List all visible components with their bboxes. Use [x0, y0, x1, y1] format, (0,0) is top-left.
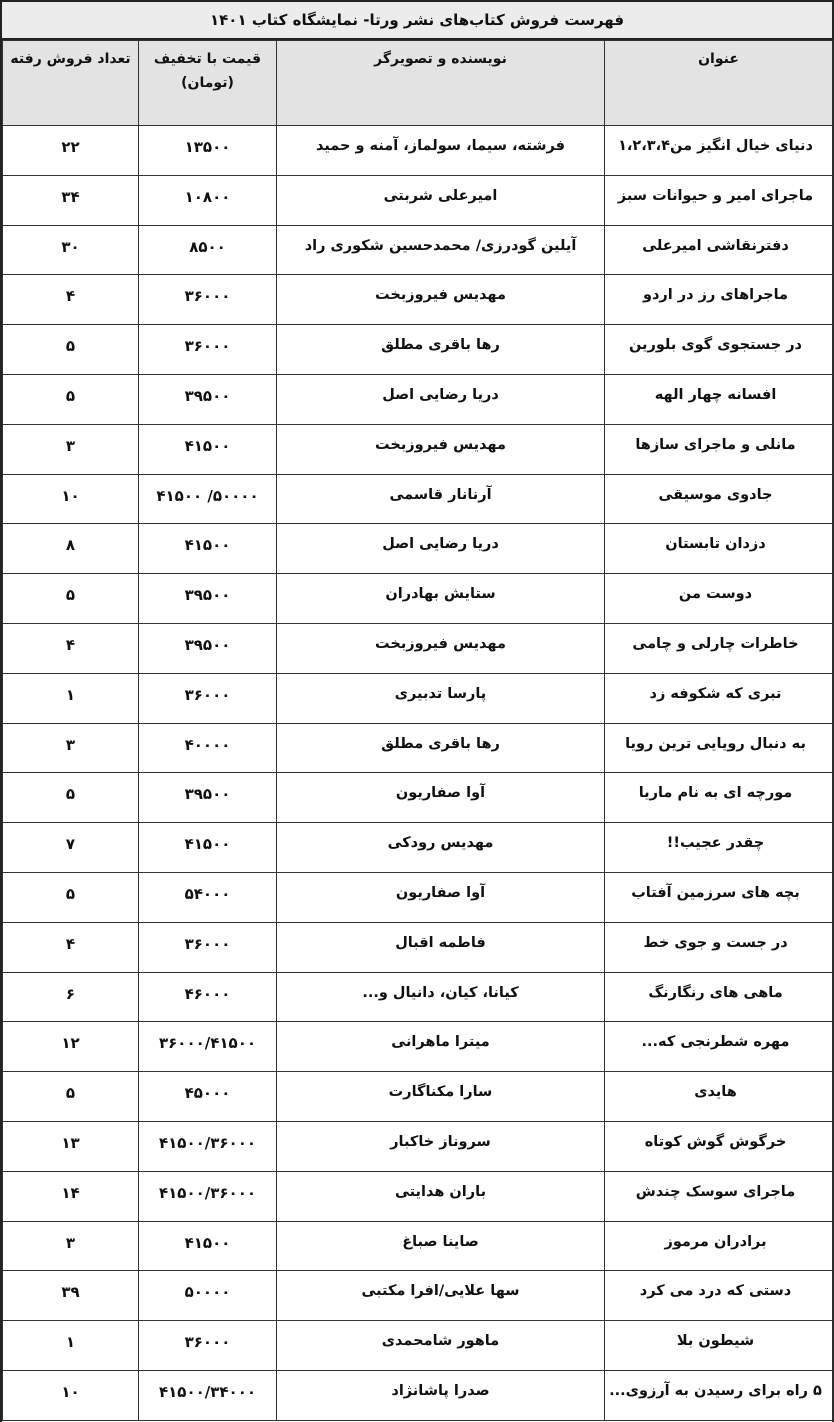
price-cell: ۳۹۵۰۰ — [139, 574, 277, 624]
price-cell: ۴۰۰۰۰ — [139, 723, 277, 773]
table-row — [3, 524, 833, 574]
price-cell: ۵۰۰۰۰/ ۴۱۵۰۰ — [139, 474, 277, 524]
table-row — [3, 1321, 833, 1371]
book-title-cell: ماهی های رنگارنگ — [605, 972, 833, 1022]
book-title-cell: ماجرای امیر و حیوانات سبز — [605, 175, 833, 225]
price-cell: ۴۱۵۰۰/۳۶۰۰۰ — [139, 1121, 277, 1171]
sold-count-cell: ۵ — [3, 374, 139, 424]
sold-count-cell: ۵ — [3, 1072, 139, 1122]
table-row — [3, 723, 833, 773]
author-cell: دریا رضایی اصل — [277, 524, 605, 574]
book-title-cell: در جستجوی گوی بلورین — [605, 325, 833, 375]
book-title-cell: به دنبال رویایی ترین رویا — [605, 723, 833, 773]
table-row — [3, 325, 833, 375]
book-title-cell: ماجرای سوسک چندش — [605, 1171, 833, 1221]
sold-count-cell: ۴ — [3, 623, 139, 673]
price-cell: ۴۱۵۰۰/۳۴۰۰۰ — [139, 1370, 277, 1420]
author-cell: ستایش بهادران — [277, 574, 605, 624]
price-cell: ۵۰۰۰۰ — [139, 1271, 277, 1321]
price-cell: ۴۱۵۰۰ — [139, 823, 277, 873]
price-cell: ۳۶۰۰۰ — [139, 673, 277, 723]
price-cell: ۱۰۸۰۰ — [139, 175, 277, 225]
sold-count-cell: ۱۰ — [3, 474, 139, 524]
sold-count-cell: ۳ — [3, 424, 139, 474]
table-row — [3, 1171, 833, 1221]
sold-count-cell: ۱ — [3, 673, 139, 723]
book-title-cell: دنیای خیال انگیز من۱،۲،۳،۴ — [605, 126, 833, 176]
book-title-cell: ۵ راه برای رسیدن به آرزوی... — [605, 1370, 833, 1420]
book-title-cell: ماجراهای رز در اردو — [605, 275, 833, 325]
table-row — [3, 1221, 833, 1271]
book-title-cell: برادران مرموز — [605, 1221, 833, 1271]
author-cell: آوا صفاریون — [277, 773, 605, 823]
book-title-cell: هایدی — [605, 1072, 833, 1122]
price-cell: ۴۱۵۰۰ — [139, 424, 277, 474]
table-row — [3, 574, 833, 624]
table-row — [3, 773, 833, 823]
table-row — [3, 673, 833, 723]
sold-count-cell: ۸ — [3, 524, 139, 574]
book-title-cell: تبری که شکوفه زد — [605, 673, 833, 723]
author-cell: سارا مکناگارت — [277, 1072, 605, 1122]
header-title: عنوان — [605, 41, 833, 126]
price-cell: ۴۱۵۰۰/۳۶۰۰۰ — [139, 1171, 277, 1221]
author-cell: میترا ماهرانی — [277, 1022, 605, 1072]
book-title-cell: افسانه چهار الهه — [605, 374, 833, 424]
sold-count-cell: ۴ — [3, 275, 139, 325]
author-cell: مهدیس رودکی — [277, 823, 605, 873]
table-row — [3, 922, 833, 972]
author-cell: مهدیس فیروزبخت — [277, 275, 605, 325]
author-cell: صاینا صباغ — [277, 1221, 605, 1271]
book-title-cell: مورچه ای به نام ماریا — [605, 773, 833, 823]
book-title-cell: بچه های سرزمین آفتاب — [605, 872, 833, 922]
author-cell: سروناز خاکبار — [277, 1121, 605, 1171]
table-row — [3, 126, 833, 176]
header-author: نویسنده و تصویرگر — [277, 41, 605, 126]
sold-count-cell: ۵ — [3, 574, 139, 624]
author-cell: سها علایی/افرا مکتبی — [277, 1271, 605, 1321]
price-cell: ۴۶۰۰۰ — [139, 972, 277, 1022]
table-row — [3, 623, 833, 673]
table-row — [3, 275, 833, 325]
table-row — [3, 175, 833, 225]
sold-count-cell: ۵ — [3, 872, 139, 922]
author-cell: امیرعلی شربتی — [277, 175, 605, 225]
book-title-cell: شیطون بلا — [605, 1321, 833, 1371]
book-title-cell: دزدان تابستان — [605, 524, 833, 574]
book-title-cell: خاطرات چارلی و چامی — [605, 623, 833, 673]
sold-count-cell: ۳۴ — [3, 175, 139, 225]
book-title-cell: خرگوش گوش کوتاه — [605, 1121, 833, 1171]
sold-count-cell: ۱۰ — [3, 1370, 139, 1420]
sold-count-cell: ۳۰ — [3, 225, 139, 275]
sold-count-cell: ۱۲ — [3, 1022, 139, 1072]
author-cell: باران هدایتی — [277, 1171, 605, 1221]
author-cell: آرنانار قاسمی — [277, 474, 605, 524]
sold-count-cell: ۷ — [3, 823, 139, 873]
book-title-cell: جادوی موسیقی — [605, 474, 833, 524]
author-cell: صدرا پاشانژاد — [277, 1370, 605, 1420]
price-cell: ۳۶۰۰۰ — [139, 1321, 277, 1371]
price-cell: ۸۵۰۰ — [139, 225, 277, 275]
table-row — [3, 972, 833, 1022]
price-cell: ۱۳۵۰۰ — [139, 126, 277, 176]
table-row — [3, 1022, 833, 1072]
price-cell: ۴۵۰۰۰ — [139, 1072, 277, 1122]
price-cell: ۳۹۵۰۰ — [139, 374, 277, 424]
author-cell: رها باقری مطلق — [277, 325, 605, 375]
table-row — [3, 1370, 833, 1420]
book-title-cell: مهره شطرنجی که... — [605, 1022, 833, 1072]
sold-count-cell: ۱۳ — [3, 1121, 139, 1171]
book-title-cell: دوست من — [605, 574, 833, 624]
table-row — [3, 424, 833, 474]
sold-count-cell: ۳ — [3, 723, 139, 773]
table-row — [3, 1072, 833, 1122]
book-title-cell: چقدر عجیب!! — [605, 823, 833, 873]
table-row — [3, 872, 833, 922]
sold-count-cell: ۵ — [3, 773, 139, 823]
book-title-cell: در جست و جوی خط — [605, 922, 833, 972]
sold-count-cell: ۱۴ — [3, 1171, 139, 1221]
book-title-cell: دفترنقاشی امیرعلی — [605, 225, 833, 275]
author-cell: فاطمه اقبال — [277, 922, 605, 972]
sold-count-cell: ۲۲ — [3, 126, 139, 176]
author-cell: مهدیس فیروزبخت — [277, 623, 605, 673]
table-row — [3, 1121, 833, 1171]
price-cell: ۳۶۰۰۰/۴۱۵۰۰ — [139, 1022, 277, 1072]
sold-count-cell: ۳ — [3, 1221, 139, 1271]
author-cell: ماهور شامحمدی — [277, 1321, 605, 1371]
price-cell: ۴۱۵۰۰ — [139, 1221, 277, 1271]
price-cell: ۵۴۰۰۰ — [139, 872, 277, 922]
sold-count-cell: ۵ — [3, 325, 139, 375]
table-row — [3, 823, 833, 873]
price-cell: ۳۶۰۰۰ — [139, 325, 277, 375]
author-cell: پارسا تدبیری — [277, 673, 605, 723]
price-cell: ۳۶۰۰۰ — [139, 922, 277, 972]
author-cell: مهدیس فیروزبخت — [277, 424, 605, 474]
price-cell: ۳۹۵۰۰ — [139, 773, 277, 823]
author-cell: دریا رضایی اصل — [277, 374, 605, 424]
author-cell: رها باقری مطلق — [277, 723, 605, 773]
sold-count-cell: ۶ — [3, 972, 139, 1022]
author-cell: فرشته، سیما، سولماز، آمنه و حمید — [277, 126, 605, 176]
sold-count-cell: ۴ — [3, 922, 139, 972]
header-row — [3, 41, 833, 126]
price-cell: ۳۹۵۰۰ — [139, 623, 277, 673]
header-price: قیمت با تخفیف (تومان) — [139, 41, 277, 126]
author-cell: آوا صفاریون — [277, 872, 605, 922]
sheet-title: فهرست فروش کتاب‌های نشر ورتا- نمایشگاه کتاب ۱۴۰۱ — [2, 0, 832, 40]
header-sold: تعداد فروش رفته — [3, 41, 139, 126]
table-row — [3, 1271, 833, 1321]
author-cell: کیانا، کیان، دانیال و... — [277, 972, 605, 1022]
table-body — [3, 126, 833, 1421]
price-cell: ۴۱۵۰۰ — [139, 524, 277, 574]
sold-count-cell: ۱ — [3, 1321, 139, 1371]
author-cell: آیلین گودرزی/ محمدحسین شکوری راد — [277, 225, 605, 275]
book-title-cell: دستی که درد می کرد — [605, 1271, 833, 1321]
book-title-cell: مانلی و ماجرای سازها — [605, 424, 833, 474]
price-cell: ۳۶۰۰۰ — [139, 275, 277, 325]
table-row — [3, 225, 833, 275]
sales-table — [2, 40, 833, 1421]
table-row — [3, 474, 833, 524]
sold-count-cell: ۳۹ — [3, 1271, 139, 1321]
table-row — [3, 374, 833, 424]
